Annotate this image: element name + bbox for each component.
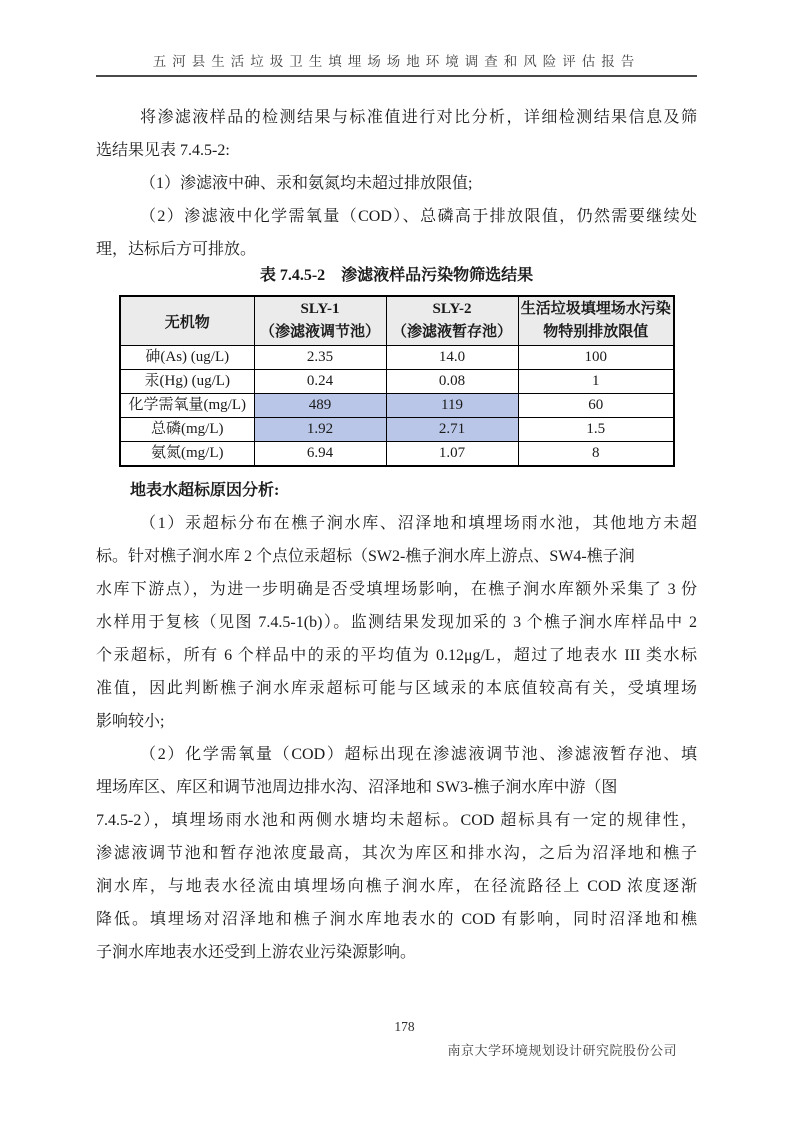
column-header-line: 生活垃圾填埋场水污染: [520, 301, 671, 317]
table-caption: 表 7.4.5-2 渗滤液样品污染物筛选结果: [259, 267, 534, 284]
table-header-row: [120, 296, 674, 346]
paragraph-line: 将渗滤液样品的检测结果与标准值进行对比分析，详细检测结果信息及筛: [140, 109, 697, 126]
cell-value: 6.94: [254, 442, 386, 467]
paragraph-line: 水样用于复核（见图 7.4.5-1(b)）。监测结果发现加采的 3 个樵子涧水库样品中 2: [96, 614, 697, 631]
cell-value: 14.0: [386, 346, 518, 370]
table-row: [120, 370, 674, 394]
cell-value-exceedance: 119: [386, 394, 518, 418]
paragraph-line: 埋场库区、库区和调节池周边排水沟、沼泽地和 SW3-樵子涧水库中游（图: [96, 779, 618, 796]
table-row: [120, 346, 674, 370]
column-header-param: 无机物: [120, 296, 254, 346]
cell-value: 2.35: [254, 346, 386, 370]
cell-value-exceedance: 1.92: [254, 418, 386, 442]
analysis-paragraphs: [96, 507, 697, 969]
section-heading: 地表水超标原因分析:: [130, 482, 280, 499]
cell-value: 0.24: [254, 370, 386, 394]
column-header-line: （渗滤液调节池）: [259, 324, 380, 340]
cell-limit: 60: [518, 394, 674, 418]
document-header-title: 五河县生活垃圾卫生填埋场场地环境调查和风险评估报告: [152, 54, 641, 69]
column-header-sly1: [254, 296, 386, 346]
paragraph-line: （1）汞超标分布在樵子涧水库、沼泽地和填埋场雨水池，其他地方未超: [140, 515, 697, 532]
paragraph-line: （2）化学需氧量（COD）超标出现在渗滤液调节池、渗滤液暂存池、填: [140, 746, 697, 763]
cell-param: 化学需氧量(mg/L): [120, 394, 254, 418]
table-row: [120, 418, 674, 442]
table-row: [120, 442, 674, 467]
paragraph-line: 准值，因此判断樵子涧水库汞超标可能与区域汞的本底值较高有关，受填埋场: [96, 680, 697, 697]
column-header-line: （渗滤液暂存池）: [391, 324, 512, 340]
paragraph-line: 影响较小;: [96, 713, 165, 730]
column-header-sly2: [386, 296, 518, 346]
paragraph-line: 涧水库，与地表水径流由填埋场向樵子涧水库，在径流路径上 COD 浓度逐渐: [96, 878, 697, 895]
paragraph-line: 理，达标后方可排放。: [96, 241, 257, 258]
cell-limit: 100: [518, 346, 674, 370]
cell-limit: 1.5: [518, 418, 674, 442]
paragraph-line: 选结果见表 7.4.5-2:: [96, 142, 230, 159]
cell-param: 汞(Hg) (ug/L): [120, 370, 254, 394]
paragraph-line: 7.4.5-2），填埋场雨水池和两侧水塘均未超标。COD 超标具有一定的规律性，: [96, 812, 697, 829]
table-row: [120, 394, 674, 418]
screening-results-table: [119, 295, 675, 467]
footer-company-name: 南京大学环境规划设计研究院股份公司: [447, 1043, 677, 1058]
paragraph-line: （2）渗滤液中化学需氧量（COD）、总磷高于排放限值，仍然需要继续处: [140, 208, 697, 225]
column-header-limit: [518, 296, 674, 346]
paragraph-line: 水库下游点），为进一步明确是否受填埋场影响，在樵子涧水库额外采集了 3 份: [96, 581, 697, 598]
cell-param: 总磷(mg/L): [120, 418, 254, 442]
page-number: 178: [394, 1019, 415, 1034]
column-header-line: 物特别排放限值: [543, 324, 649, 340]
paragraph-line: 降低。填埋场对沼泽地和樵子涧水库地表水的 COD 有影响，同时沼泽地和樵: [96, 911, 697, 928]
cell-value: 0.08: [386, 370, 518, 394]
column-header-line: SLY-1: [300, 301, 340, 317]
cell-value: 1.07: [386, 442, 518, 467]
cell-param: 氨氮(mg/L): [120, 442, 254, 467]
paragraph-line: 个汞超标，所有 6 个样品中的汞的平均值为 0.12μg/L，超过了地表水 III 类水标: [96, 647, 697, 664]
paragraph-line: （1）渗滤液中砷、汞和氨氮均未超过排放限值;: [140, 175, 473, 192]
header-rule: [96, 75, 697, 77]
paragraph-line: 子涧水库地表水还受到上游农业污染源影响。: [96, 944, 417, 961]
cell-limit: 8: [518, 442, 674, 467]
intro-paragraphs: [96, 101, 697, 266]
paragraph-line: 标。针对樵子涧水库 2 个点位汞超标（SW2-樵子涧水库上游点、SW4-樵子涧: [96, 548, 635, 565]
paragraph-line: 渗滤液调节池和暂存池浓度最高，其次为库区和排水沟，之后为沼泽地和樵子: [96, 845, 697, 862]
column-header-line: SLY-2: [432, 301, 472, 317]
cell-param: 砷(As) (ug/L): [120, 346, 254, 370]
cell-value-exceedance: 489: [254, 394, 386, 418]
cell-limit: 1: [518, 370, 674, 394]
cell-value-exceedance: 2.71: [386, 418, 518, 442]
